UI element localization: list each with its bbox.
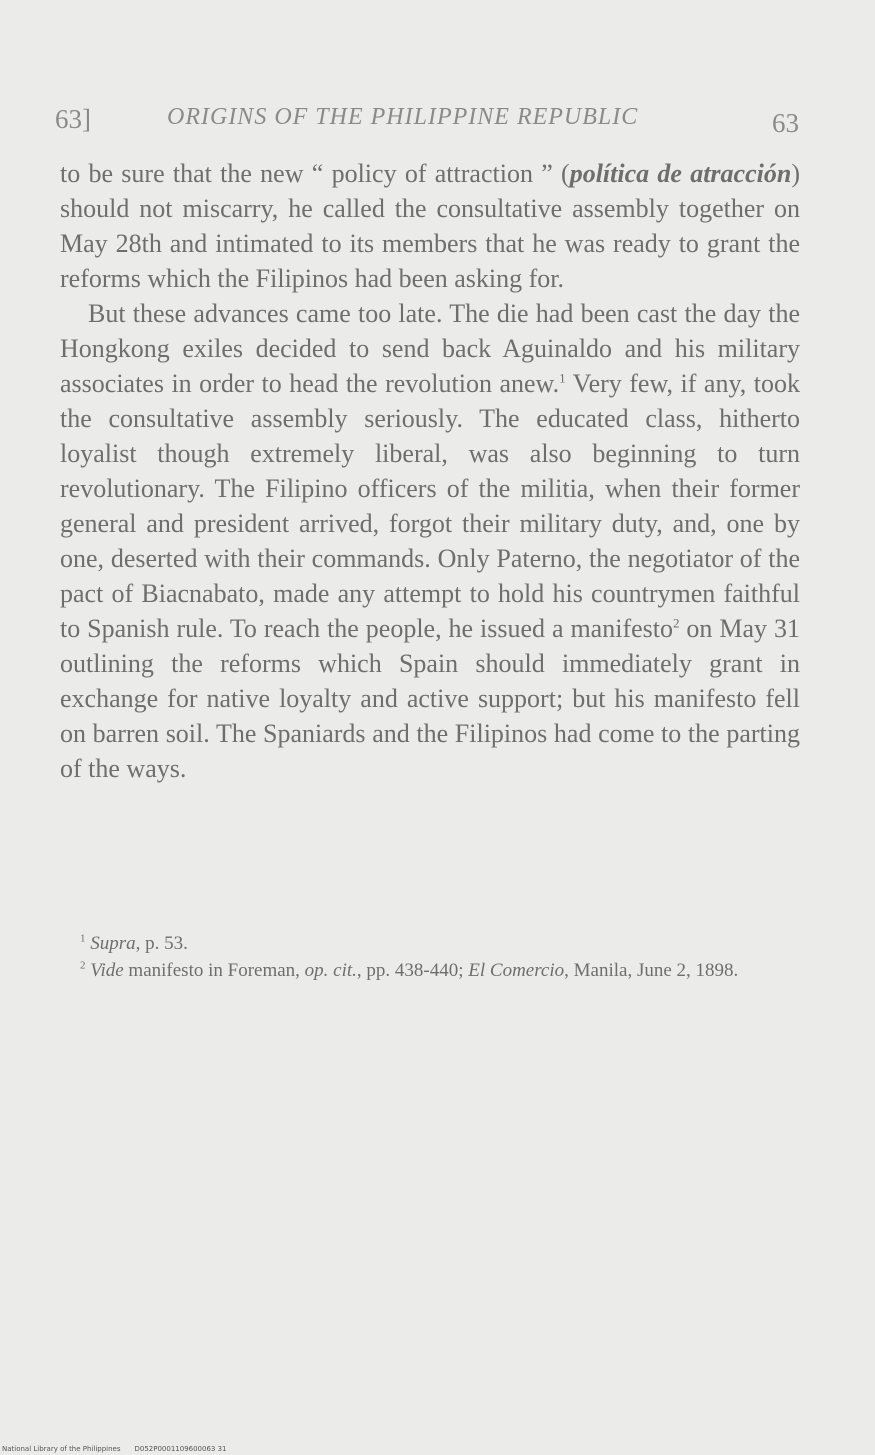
library-watermark <box>2 1445 241 1453</box>
footnote-ref-2: 2 <box>672 615 680 631</box>
footnote-2-text-2: , pp. 438-440; <box>356 960 469 981</box>
paragraph-1-italic: política de atracción <box>569 159 792 188</box>
footnote-1-text: , p. 53. <box>135 933 188 954</box>
paragraph-2-text-b: Very few, if any, took the consultative assembly seriously. The educated class, hitherto loyalist though extremely liberal, was also beginning to turn revolutionary. The Filipino officers of the militia, when their former general and president arrived, forgot their military duty, and, one by one, deserted with their commands. Only Paterno, the negotiator of the pact of Biacnabato, made any attempt to hold his countrymen faithful to Spanish rule. To reach the people, he issued a manifesto <box>60 369 800 643</box>
footnotes <box>60 930 800 984</box>
footnote-2-mark: 2 <box>80 959 86 972</box>
running-title: ORIGINS OF THE PHILIPPINE REPUBLIC <box>167 104 639 130</box>
paragraph-2 <box>60 296 800 786</box>
footnote-1-mark: 1 <box>80 932 86 945</box>
footnote-2-italic-2: op. cit. <box>304 960 357 981</box>
footnote-1 <box>60 930 800 957</box>
footnote-2-italic-3: El Comercio <box>468 960 565 981</box>
paragraph-2-text-c: on May 31 outlining the reforms which Spain should immediately grant in exchange for native loyalty and active support; but his manifesto fell on barren soil. The Spaniards and the Filipinos had come to the parting of the ways. <box>60 614 800 783</box>
running-header <box>55 100 799 140</box>
right-page-number: 63 <box>772 108 799 138</box>
left-page-number: 63] <box>55 104 91 134</box>
paragraph-1-text-a: to be sure that the new “ policy of attraction ” ( <box>60 159 570 188</box>
watermark-code: D052P0001109600063 31 <box>134 1445 227 1453</box>
paragraph-1 <box>60 156 800 296</box>
paragraph-1-text-b: ) should not miscarry, he called the consultative assembly together on May 28th and intimated to its members that he was ready to grant the reforms which the Filipinos had been asking for. <box>60 159 800 293</box>
body-text <box>60 156 800 786</box>
footnote-1-italic: Supra <box>90 933 136 954</box>
footnote-ref-1: 1 <box>559 370 566 386</box>
footnote-2-italic-1: Vide <box>90 960 124 981</box>
paragraph-2-text-a: But these advances came too late. The die had been cast the day the Hongkong exiles decided to send back Aguinaldo and his military associates in order to head the revolution anew. <box>60 299 800 398</box>
watermark-library: National Library of the Philippines <box>2 1445 121 1453</box>
footnote-2-text-3: , Manila, June 2, 1898. <box>564 960 739 981</box>
footnote-2 <box>60 957 800 984</box>
footnote-2-text-1: manifesto in Foreman, <box>123 960 305 981</box>
